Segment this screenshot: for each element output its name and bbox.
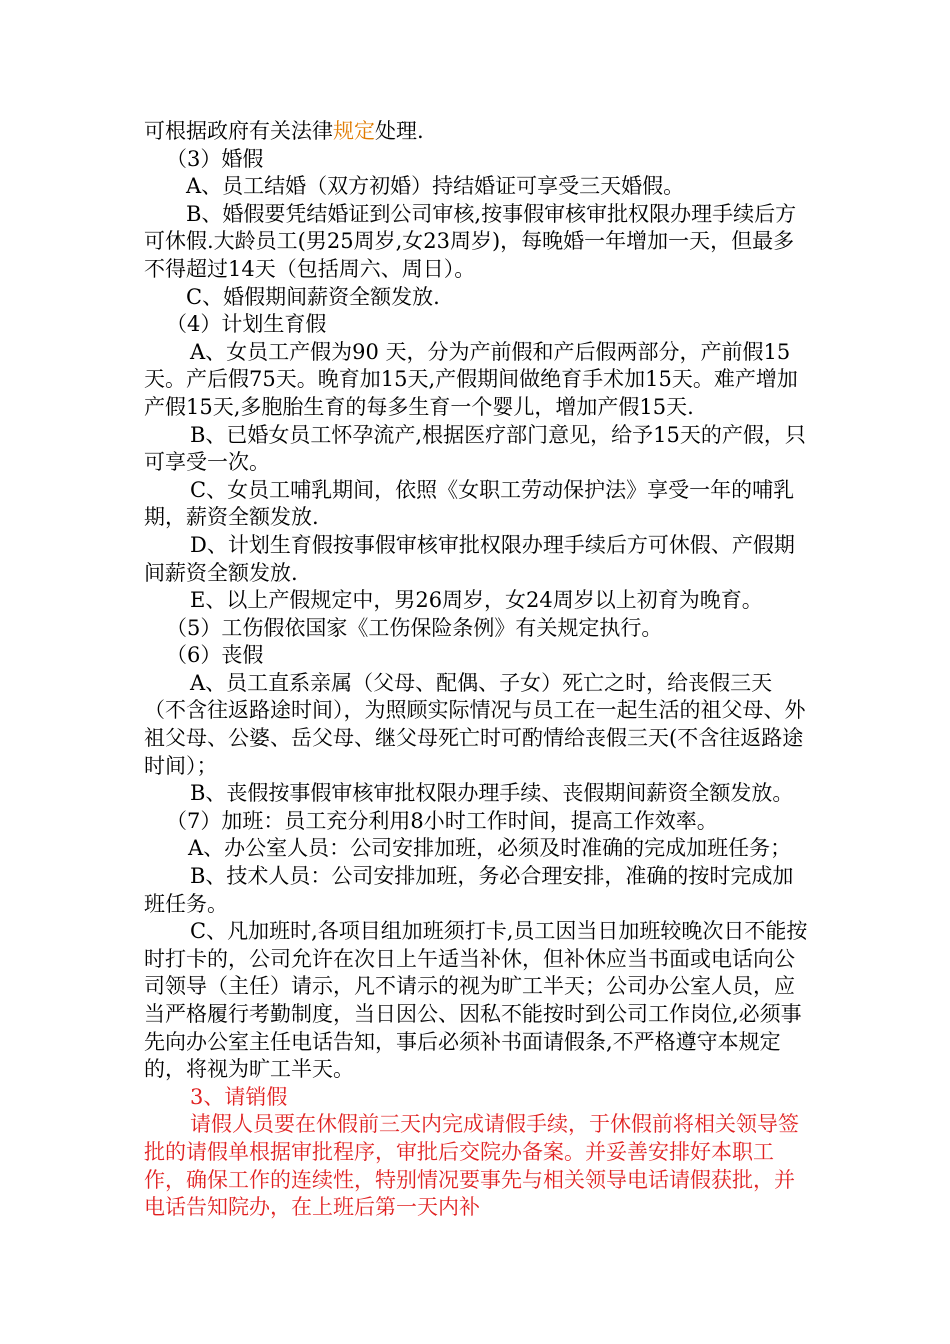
family-item-a: A、女员工产假为90 天，分为产前假和产后假两部分，产前假15天。产后假75天。晚育加15天,产假期间做绝育手术加15天。难产增加产假15天,多胞胎生育的每多生育一个婴儿，增加产假15天. [144,339,798,419]
heading-bereavement-leave: （6）丧假 [166,643,264,668]
family-item-b: B、已婚女员工怀孕流产,根据医疗部门意见，给予15天的产假，只可享受一次。 [144,422,806,475]
family-item-d: D、计划生育假按事假审核审批权限办理手续后方可休假、产假期间薪资全额发放. [144,532,795,585]
section-leave-request: 3、请销假 [190,1084,288,1109]
paragraph-law [144,118,814,146]
marriage-item-a: A、员工结婚（双方初婚）持结婚证可享受三天婚假。 [186,174,685,199]
heading-work-injury-leave: （5）工伤假依国家《工伤保险条例》有关规定执行。 [166,615,663,640]
highlighted-word: 规定 [333,119,375,143]
family-item-c: C、女员工哺乳期间，依照《女职工劳动保护法》享受一年的哺乳期，薪资全额发放. [144,477,795,530]
overtime-item-c: C、凡加班时,各项目组加班须打卡,员工因当日加班较晚次日不能按时打卡的，公司允许在次日上午适当补休，但补休应当书面或电话向公司领导（主任）请示，凡不请示的视为旷工半天；公司办公室人员，应当严格履行考勤制度，当日因公、因私不能按时到公司工作岗位,必须事先向办公室主任电话告知，事后必须补书面请假条,不严格遵守本规定的，将视为旷工半天。 [144,919,808,1082]
overtime-item-a: A、办公室人员：公司安排加班，必须及时准确的完成加班任务； [188,836,792,861]
heading-overtime: （7）加班：员工充分利用8小时工作时间，提高工作效率。 [166,808,718,833]
text-span: 可根据政府有关法律 [144,119,333,143]
document-body [144,118,814,1222]
bereavement-item-b: B、丧假按事假审核审批权限办理手续、丧假期间薪资全额发放。 [190,781,794,806]
marriage-item-c: C、婚假期间薪资全额发放. [186,284,440,309]
text-span: 处理. [375,119,424,143]
heading-marriage-leave: （3）婚假 [166,146,264,171]
paragraph-leave-request: 请假人员要在休假前三天内完成请假手续，于休假前将相关领导签批的请假单根据审批程序，审批后交院办备案。并妥善安排好本职工作，确保工作的连续性，特别情况要事先与相关领导电话请假获批，并电话告知院办，在上班后第一天内补 [144,1112,799,1220]
bereavement-item-a: A、员工直系亲属（父母、配偶、子女）死亡之时，给丧假三天（不含往返路途时间），为照顾实际情况与员工在一起生活的祖父母、外祖父母、公婆、岳父母、继父母死亡时可酌情给丧假三天(不含往返路途时间）； [144,670,806,778]
family-item-e: E、以上产假规定中，男26周岁，女24周岁以上初育为晚育。 [190,588,763,613]
heading-family-planning-leave: （4）计划生育假 [166,312,327,337]
overtime-item-b: B、技术人员：公司安排加班，务必合理安排，准确的按时完成加班任务。 [144,864,794,916]
marriage-item-b: B、婚假要凭结婚证到公司审核,按事假审核审批权限办理手续后方可休假.大龄员工(男25周岁,女23周岁)，每晚婚一年增加一天，但最多不得超过14天（包括周六、周日）。 [144,201,797,281]
